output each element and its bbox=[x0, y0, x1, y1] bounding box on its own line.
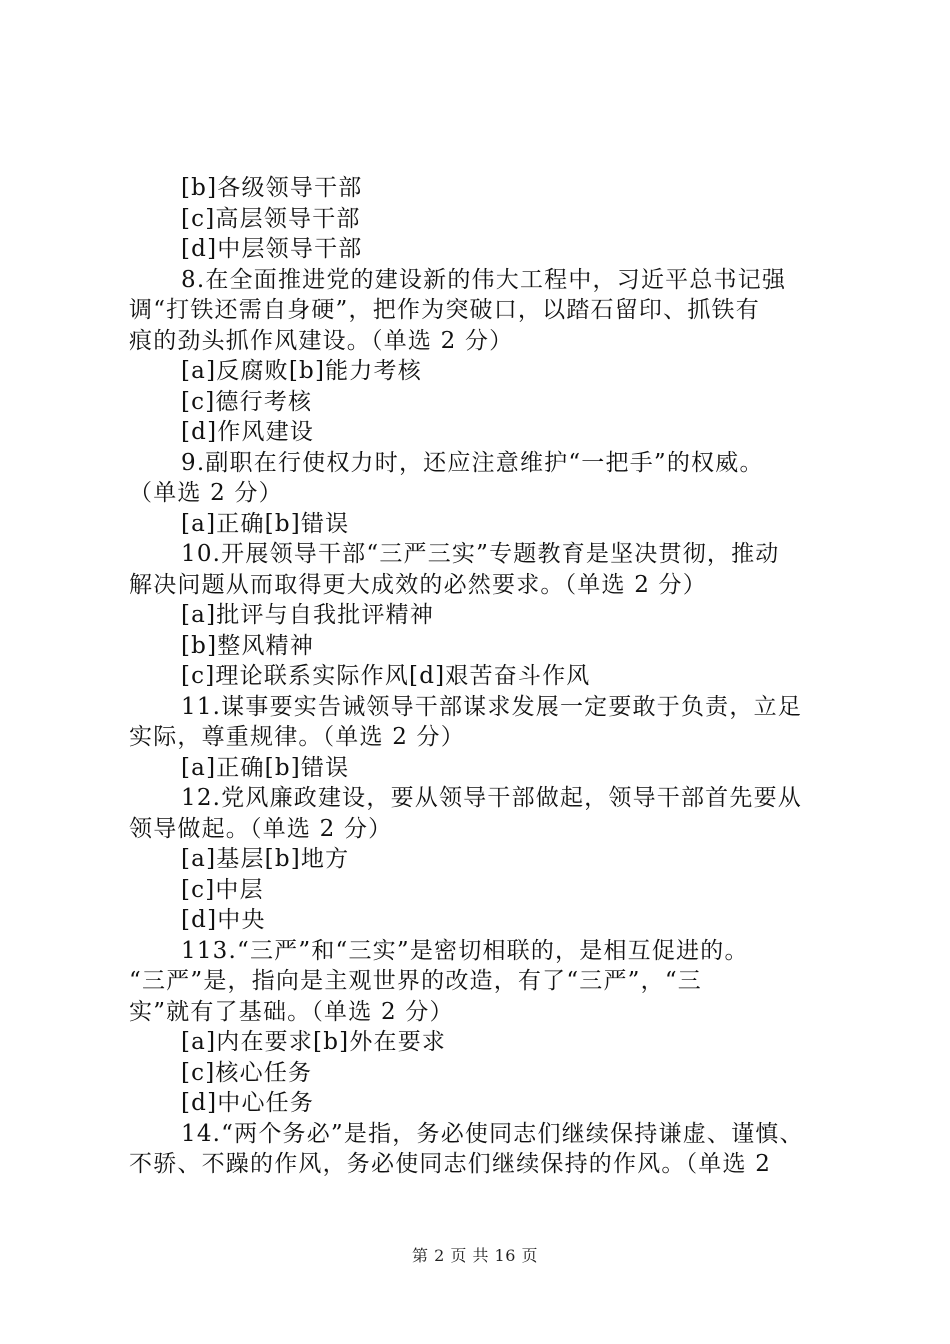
text-line: [a]批评与自我批评精神 bbox=[181, 602, 435, 628]
text-line: [b]整风精神 bbox=[181, 632, 315, 659]
text-line: [c]核心任务 bbox=[181, 1059, 313, 1086]
text-line: [d]作风建设 bbox=[181, 419, 315, 445]
text-line: 8.在全面推进党的建设新的伟大工程中，习近平总书记强 bbox=[181, 266, 787, 293]
page-footer bbox=[0, 1243, 950, 1266]
document-body bbox=[0, 173, 950, 1180]
text-line: 调“打铁还需自身硬”，把作为突破口，以踏石留印、抓铁有 bbox=[129, 297, 760, 323]
text-line: [a]基层[b]地方 bbox=[181, 846, 350, 872]
text-line: 实际，尊重规律。（单选 2 分） bbox=[129, 724, 465, 750]
text-line: 113.“三严”和“三实”是密切相联的，是相互促进的。 bbox=[181, 937, 749, 964]
text-line: [c]德行考核 bbox=[181, 388, 313, 415]
text-line: [c]中层 bbox=[181, 876, 264, 903]
text-line: 实”就有了基础。（单选 2 分） bbox=[129, 998, 454, 1025]
text-line: 不骄、不躁的作风，务必使同志们继续保持的作风。（单选 2 bbox=[129, 1151, 772, 1177]
text-line: 9.副职在行使权力时，还应注意维护“一把手”的权威。 bbox=[181, 449, 764, 476]
text-line: 领导做起。（单选 2 分） bbox=[129, 815, 393, 842]
text-line: （单选 2 分） bbox=[129, 480, 283, 506]
text-line: [a]内在要求[b]外在要求 bbox=[181, 1029, 447, 1055]
text-line: 痕的劲头抓作风建设。（单选 2 分） bbox=[129, 327, 514, 354]
text-line: 14.“两个务必”是指，务必使同志们继续保持谦虚、谨慎、 bbox=[181, 1120, 804, 1147]
text-line: 10.开展领导干部“三严三实”专题教育是坚决贯彻，推动 bbox=[181, 541, 780, 567]
text-line: 解决问题从而取得更大成效的必然要求。（单选 2 分） bbox=[129, 571, 707, 598]
text-line: [d]中央 bbox=[181, 907, 266, 933]
text-line: [a]反腐败[b]能力考核 bbox=[181, 358, 422, 384]
page-indicator: 第 2 页 共 16 页 bbox=[412, 1246, 538, 1265]
text-line: 12.党风廉政建设，要从领导干部做起，领导干部首先要从 bbox=[181, 785, 802, 811]
text-line: [a]正确[b]错误 bbox=[181, 510, 350, 537]
text-line: [d]中层领导干部 bbox=[181, 236, 363, 262]
text-line: [c]高层领导干部 bbox=[181, 205, 361, 232]
text-line: “三严”是，指向是主观世界的改造，有了“三严”，“三 bbox=[129, 968, 702, 994]
text-line: [a]正确[b]错误 bbox=[181, 754, 350, 781]
text-line: [c]理论联系实际作风[d]艰苦奋斗作风 bbox=[181, 663, 591, 689]
text-line: [d]中心任务 bbox=[181, 1090, 315, 1116]
text-line: [b]各级领导干部 bbox=[181, 175, 363, 201]
text-line: 11.谋事要实告诫领导干部谋求发展一定要敢于负责，立足 bbox=[181, 693, 802, 720]
